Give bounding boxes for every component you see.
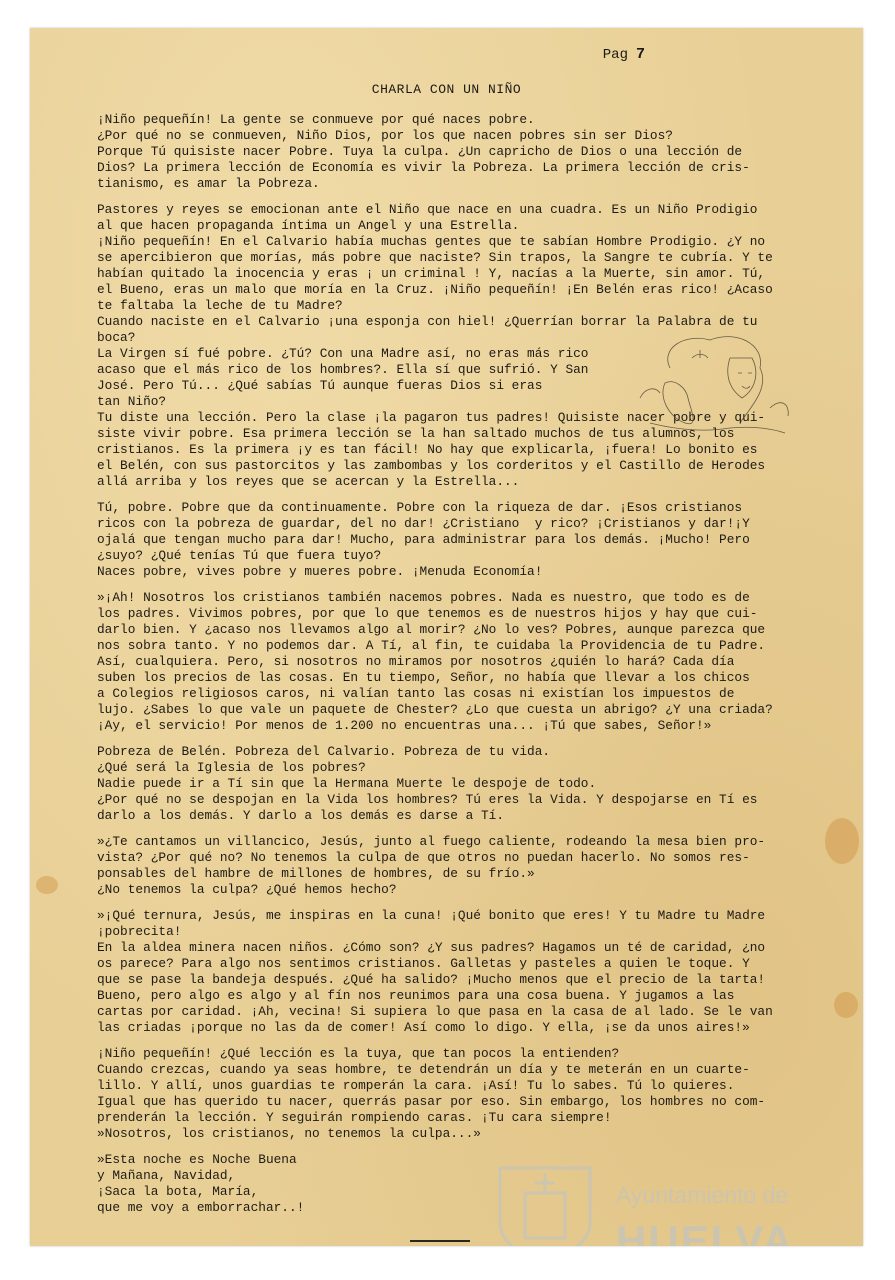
bottom-rule [410,1240,470,1242]
text-line: cristianos. Es la primera ¡y es tan fácil! No hay que explicarla, ¡fuera! Lo bonito es [97,442,758,457]
text-line: a Colegios religiosos caros, ni valían tanto las cosas ni existían los impuestos de [97,686,735,701]
text-line: La Virgen sí fué pobre. ¿Tú? Con una Madre así, no eras más rico [97,346,589,361]
text-line: y Mañana, Navidad, [97,1168,236,1183]
text-line: ¡pobrecita! [97,924,182,939]
text-line: José. Pero Tú... ¿Qué sabías Tú aunque fueras Dios si eras [97,378,543,393]
text-line: Así, cualquiera. Pero, si nosotros no miramos por nosotros ¿quién lo hará? Cada día [97,654,735,669]
text-line: »Esta noche es Noche Buena [97,1152,297,1167]
text-line: ¿suyo? ¿Qué tenías Tú que fuera tuyo? [97,548,382,563]
text-line: Nadie puede ir a Tí sin que la Hermana Muerte le despoje de todo. [97,776,597,791]
text-line: ¿No tenemos la culpa? ¿Qué hemos hecho? [97,882,397,897]
text-line: boca? [97,330,136,345]
text-line: ojalá que tengan mucho para dar! Mucho, para administrar para los demás. ¡Mucho! Pero [97,532,750,547]
text-line: Bueno, pero algo es algo y al fín nos reunimos para una cosa buena. Y jugamos a las [97,988,735,1003]
text-line: el Bueno, eras un malo que moría en la Cruz. ¡Niño pequeñín! ¡En Belén eras rico! ¿Acaso [97,282,773,297]
text-line: ¿Qué será la Iglesia de los pobres? [97,760,366,775]
text-line: En la aldea minera nacen niños. ¿Cómo son? ¿Y sus padres? Hagamos un té de caridad, ¿no [97,940,766,955]
text-line: os parece? Para algo nos sentimos cristianos. Galletas y pasteles a quien le toque. Y [97,956,750,971]
text-line: ¡Niño pequeñín! ¿Qué lección es la tuya, que tan pocos la entienden? [97,1046,620,1061]
page-number-label: Pag [602,47,628,63]
stain-mark [36,876,58,894]
text-line: darlo bien. Y ¿acaso nos llevamos algo al morir? ¿No lo ves? Pobres, aunque parezca que [97,622,766,637]
text-line: ricos con la pobreza de guardar, del no dar! ¿Cristiano y rico? ¡Cristianos y dar!¡Y [97,516,750,531]
text-line: darlo a los demás. Y darlo a los demás es darse a Tí. [97,808,505,823]
text-line: »¡Qué ternura, Jesús, me inspiras en la cuna! ¡Qué bonito que eres! Y tu Madre tu Madre [97,908,766,923]
text-line: te faltaba la leche de tu Madre? [97,298,343,313]
paragraph [97,908,863,1036]
text-line: Cuando naciste en el Calvario ¡una esponja con hiel! ¿Querrían borrar la Palabra de tu [97,314,758,329]
document-page [30,28,863,1263]
text-line: las criadas ¡porque no las da de comer! Así como lo digo. Y ella, ¡se da unos aires!» [97,1020,750,1035]
text-line: habían quitado la inocencia y eras ¡ un criminal ! Y, nacías a la Muerte, sin amor. Tú, [97,266,766,281]
text-line: ¡Niño pequeñín! En el Calvario había muchas gentes que te sabían Hombre Prodigio. ¿Y no [97,234,766,249]
text-line: Dios? La primera lección de Economía es vivir la Pobreza. La primera lección de cris- [97,160,750,175]
page-number [603,46,645,63]
text-line: tianismo, es amar la Pobreza. [97,176,320,191]
text-line: el Belén, con sus pastorcitos y las zambombas y los corderitos y el Castillo de Herodes [97,458,766,473]
paragraph [97,590,863,734]
text-line: Tú, pobre. Pobre que da continuamente. Pobre con la riqueza de dar. ¡Esos cristianos [97,500,743,515]
watermark-line1: Ayuntamiento de [616,1182,789,1208]
text-line: cartas por caridad. ¡Ah, vecina! Si supiera lo que pasa en la casa de al lado. Se le van [97,1004,773,1019]
page-number-value: 7 [635,46,645,63]
document-title: CHARLA CON UN NIÑO [371,82,522,97]
text-line: que me voy a emborrachar..! [97,1200,305,1215]
paragraph [97,500,863,580]
text-line: vista? ¿Por qué no? No tenemos la culpa de que otros no puedan hacerlo. No somos res- [97,850,750,865]
text-line: ¡Niño pequeñín! La gente se conmueve por qué naces pobre. [97,112,535,127]
document-body [97,112,863,1226]
text-line: Tu diste una lección. Pero la clase ¡la pagaron tus padres! Quisiste nacer pobre y qui- [97,410,766,425]
text-line: »Nosotros, los cristianos, no tenemos la culpa...» [97,1126,481,1141]
text-line: »¿Te cantamos un villancico, Jesús, junto al fuego caliente, rodeando la mesa bien pro- [97,834,766,849]
text-line: que se pase la bandeja después. ¿Qué ha salido? ¡Mucho menos que el precio de la tarta! [97,972,766,987]
text-line: siste vivir pobre. Esa primera lección se la han saltado muchos de tus alumnos, los [97,426,735,441]
text-line: tan Niño? [97,394,167,409]
text-line: lujo. ¿Sabes lo que vale un paquete de Chester? ¿Lo que cuesta un abrigo? ¿Y una criada? [97,702,773,717]
text-line: lillo. Y allí, unos guardias te romperán la cara. ¡Así! Tu lo sabes. Tú lo quieres. [97,1078,735,1093]
paragraph [97,744,863,824]
ayuntamiento-huelva-logo [490,1153,860,1263]
text-line: se apercibieron que morías, más pobre que naciste? Sin trapos, la Sangre te cubría. Y te [97,250,773,265]
text-line: acaso que el más rico de los hombres?. Ella sí que sufrió. Y San [97,362,589,377]
text-line: Igual que has querido tu nacer, querrás pasar por eso. Sin embargo, los hombres no com- [97,1094,766,1109]
text-line: »¡Ah! Nosotros los cristianos también nacemos pobres. Nada es nuestro, que todo es de [97,590,750,605]
text-line: Pastores y reyes se emocionan ante el Niño que nace en una cuadra. Es un Niño Prodigio [97,202,758,217]
text-line: ¿Por qué no se despojan en la Vida los hombres? Tú eres la Vida. Y despojarse en Tí es [97,792,758,807]
text-line: ponsables del hambre de millones de hombres, de su frío.» [97,866,535,881]
text-line: ¿Por qué no se conmueven, Niño Dios, por los que nacen pobres sin ser Dios? [97,128,673,143]
text-line: Pobreza de Belén. Pobreza del Calvario. Pobreza de tu vida. [97,744,551,759]
sketch-drawing-icon [630,328,795,443]
text-line: allá arriba y los reyes que se acercan y la Estrella... [97,474,520,489]
text-line: los padres. Vivimos pobres, por que lo que tenemos es de nuestros hijos y hay que cui- [97,606,758,621]
text-line: suben los precios de las cosas. En tu tiempo, Señor, no había que llevar a los chicos [97,670,750,685]
paragraph [97,1046,863,1142]
text-line: al que hacen propaganda íntima un Angel y una Estrella. [97,218,520,233]
text-line: prenderán la lección. Y seguirán rompiendo caras. ¡Tu cara siempre! [97,1110,612,1125]
text-line: Cuando crezcas, cuando ya seas hombre, te detendrán un día y te meterán en un cuarte- [97,1062,750,1077]
text-line: Naces pobre, vives pobre y mueres pobre. ¡Menuda Economía! [97,564,543,579]
watermark-line2: HUELVA [616,1217,795,1263]
text-line: ¡Saca la bota, María, [97,1184,259,1199]
text-line: Porque Tú quisiste nacer Pobre. Tuya la culpa. ¿Un capricho de Dios o una lección de [97,144,743,159]
text-line: nos sobra tanto. Y no podemos dar. A Tí, al fin, te cuidaba la Providencia de tu Padre. [97,638,766,653]
paragraph [97,112,863,192]
text-line: ¡Ay, el servicio! Por menos de 1.200 no encuentras una... ¡Tú que sabes, Señor!» [97,718,712,733]
paragraph [97,834,863,898]
